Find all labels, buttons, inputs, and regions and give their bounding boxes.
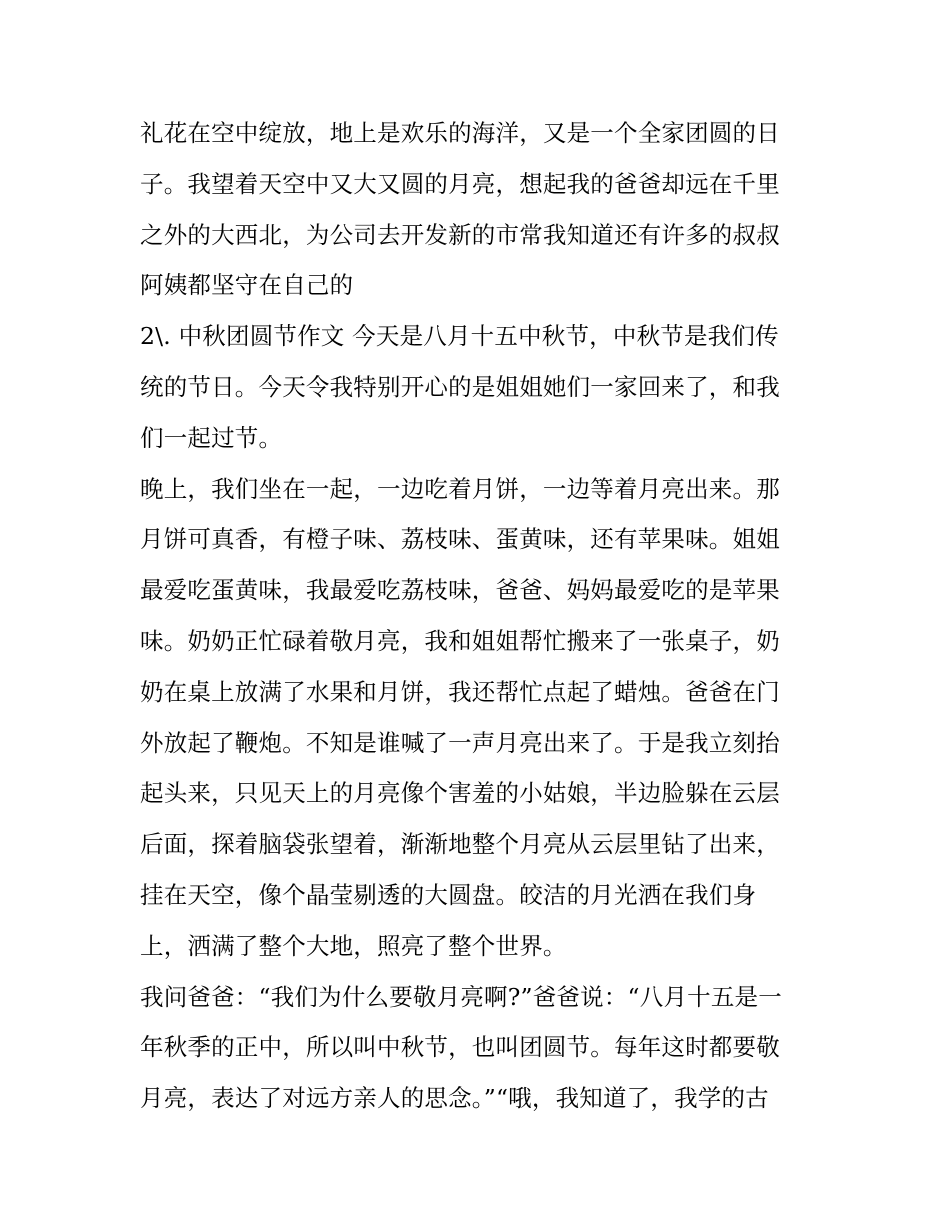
text-line: 礼花在空中绽放，地上是欢乐的海洋，又是一个全家团圆的日 [140, 119, 780, 147]
text-line: 2\. 中秋团圆节作文 今天是八月十五中秋节，中秋节是我们传 [140, 322, 779, 351]
text-line: 我问爸爸：“我们为什么要敬月亮啊?”爸爸说：“八月十五是一 [140, 982, 782, 1011]
text-line: 阿姨都坚守在自己的 [140, 271, 354, 300]
text-line: 月饼可真香，有橙子味、荔枝味、蛋黄味，还有苹果味。姐姐 [140, 525, 780, 554]
text-line: 外放起了鞭炮。不知是谁喊了一声月亮出来了。于是我立刻抬 [140, 728, 780, 757]
text-line: 上，洒满了整个大地，照亮了整个世界。 [140, 931, 567, 960]
text-line: 们一起过节。 [140, 423, 283, 452]
text-line: 之外的大西北，为公司去开发新的市常我知道还有许多的叔叔 [140, 220, 780, 249]
text-line: 统的节日。今天令我特别开心的是姐姐她们一家回来了，和我 [140, 372, 780, 401]
text-line: 年秋季的正中，所以叫中秋节，也叫团圆节。每年这时都要敬 [140, 1033, 780, 1062]
text-line: 晚上，我们坐在一起，一边吃着月饼，一边等着月亮出来。那 [140, 474, 780, 503]
text-line: 味。奶奶正忙碌着敬月亮，我和姐姐帮忙搬来了一张桌子，奶 [140, 626, 780, 655]
text-line: 后面，探着脑袋张望着，渐渐地整个月亮从云层里钻了出来， [140, 830, 780, 859]
text-line: 起头来，只见天上的月亮像个害羞的小姑娘，半边脸躲在云层 [140, 779, 780, 808]
text-line: 月亮，表达了对远方亲人的思念。”“哦，我知道了，我学的古 [140, 1084, 769, 1113]
text-line: 挂在天空，像个晶莹剔透的大圆盘。皎洁的月光洒在我们身 [140, 880, 757, 909]
text-line: 奶在桌上放满了水果和月饼，我还帮忙点起了蜡烛。爸爸在门 [140, 677, 780, 706]
text-line: 子。我望着天空中又大又圆的月亮，想起我的爸爸却远在千里 [140, 169, 780, 198]
text-line: 最爱吃蛋黄味，我最爱吃荔枝味，爸爸、妈妈最爱吃的是苹果 [140, 576, 780, 605]
document-body [140, 108, 812, 1124]
